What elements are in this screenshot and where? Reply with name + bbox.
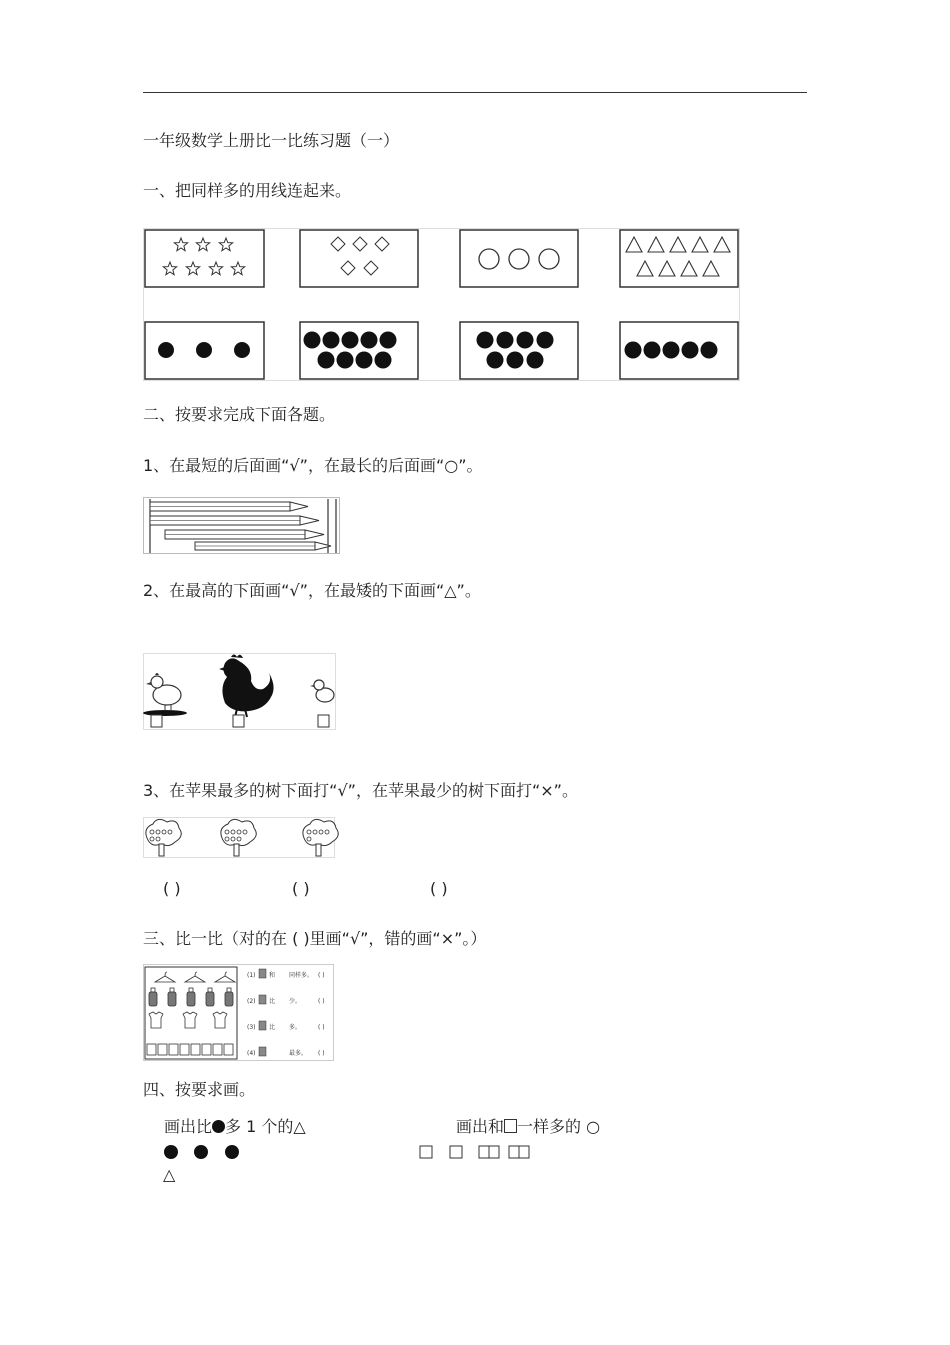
apple bbox=[162, 830, 166, 834]
compare-row-tail: 多。 bbox=[289, 1024, 302, 1031]
dot-set3-7 bbox=[527, 352, 544, 369]
section1-heading: 一、把同样多的用线连起来。 bbox=[143, 181, 352, 200]
chick-image bbox=[310, 680, 334, 702]
apple bbox=[225, 837, 229, 841]
compare-row-num: (1) bbox=[247, 972, 256, 979]
q3-paren-2[interactable]: ( ) bbox=[292, 879, 310, 898]
dot-set3-4 bbox=[537, 332, 554, 349]
squares-row bbox=[418, 1143, 533, 1161]
cup-2 bbox=[158, 1044, 167, 1055]
black-dot-icon bbox=[212, 1120, 225, 1133]
dot-set2-4 bbox=[361, 332, 378, 349]
q3-paren-3[interactable]: ( ) bbox=[430, 879, 448, 898]
compare-row-num: (4) bbox=[247, 1050, 256, 1057]
apple bbox=[168, 830, 172, 834]
compare-row-text: 比 bbox=[269, 998, 276, 1005]
answer-triangle: △ bbox=[163, 1165, 176, 1184]
compare-row-tail: 最多。 bbox=[289, 1050, 308, 1057]
dot-set3-2 bbox=[497, 332, 514, 349]
dot-set2-7 bbox=[337, 352, 354, 369]
dot-set1-2 bbox=[196, 342, 212, 358]
compare-row-num: (3) bbox=[247, 1024, 256, 1031]
square-icon bbox=[504, 1119, 517, 1133]
hen-image bbox=[143, 673, 187, 716]
dot-set2-3 bbox=[342, 332, 359, 349]
draw-left-pre: 画出比 bbox=[164, 1117, 213, 1136]
compare-row-paren: ( ) bbox=[318, 1024, 325, 1031]
cup-8 bbox=[224, 1044, 233, 1055]
page-title: 一年级数学上册比一比练习题（一） bbox=[143, 131, 400, 150]
dot-set3-6 bbox=[507, 352, 524, 369]
dots-row bbox=[163, 1143, 243, 1161]
q3-paren-1[interactable]: ( ) bbox=[163, 879, 181, 898]
apple bbox=[156, 837, 160, 841]
rooster-image bbox=[219, 655, 274, 718]
matching-figure bbox=[143, 228, 741, 382]
dot-set1-1 bbox=[158, 342, 174, 358]
cup-4 bbox=[180, 1044, 189, 1055]
dot-set2-6 bbox=[318, 352, 335, 369]
dot-set3-5 bbox=[487, 352, 504, 369]
apple bbox=[237, 837, 241, 841]
dot-set4-1 bbox=[625, 342, 642, 359]
compare-row-text: 比 bbox=[269, 1024, 276, 1031]
pencils-figure bbox=[143, 497, 341, 555]
circle-2 bbox=[509, 249, 529, 269]
draw-right-pre: 画出和 bbox=[456, 1117, 505, 1136]
draw-left-instruction bbox=[164, 1117, 306, 1137]
matching-svg bbox=[143, 228, 741, 382]
apple bbox=[243, 830, 247, 834]
dot-set3-1 bbox=[477, 332, 494, 349]
draw-right-instruction bbox=[456, 1117, 600, 1137]
apple bbox=[225, 830, 229, 834]
answer-box-rooster[interactable] bbox=[233, 715, 244, 727]
pencil-4 bbox=[195, 542, 331, 550]
compare-row-paren: ( ) bbox=[318, 972, 325, 979]
apple bbox=[237, 830, 241, 834]
dot-set1-3 bbox=[234, 342, 250, 358]
apple bbox=[313, 830, 317, 834]
dot-set4-2 bbox=[644, 342, 661, 359]
pencil-1 bbox=[150, 502, 308, 511]
shirt-2 bbox=[183, 1012, 197, 1028]
shirt-3 bbox=[213, 1012, 227, 1028]
pencil-2 bbox=[150, 516, 319, 525]
answer-box-chick[interactable] bbox=[318, 715, 329, 727]
compare-figure bbox=[143, 964, 335, 1062]
draw-right-post: 一样多的 ○ bbox=[517, 1117, 601, 1136]
dot-3 bbox=[225, 1145, 239, 1159]
apple bbox=[150, 837, 154, 841]
box-stars bbox=[145, 230, 264, 287]
cup-7 bbox=[213, 1044, 222, 1055]
apple bbox=[231, 830, 235, 834]
square-4 bbox=[489, 1146, 499, 1158]
square-6 bbox=[519, 1146, 529, 1158]
pencil-3 bbox=[165, 530, 324, 539]
section4-heading: 四、按要求画。 bbox=[143, 1080, 256, 1099]
shirt-1 bbox=[149, 1012, 163, 1028]
cup-3 bbox=[169, 1044, 178, 1055]
box-dots-7 bbox=[460, 322, 578, 379]
apple bbox=[231, 837, 235, 841]
dot-set2-5 bbox=[380, 332, 397, 349]
q2-text: 2、在最高的下面画“√”，在最矮的下面画“△”。 bbox=[143, 581, 481, 600]
apple-tree-3 bbox=[303, 819, 338, 856]
apple bbox=[319, 830, 323, 834]
cup-5 bbox=[191, 1044, 200, 1055]
draw-left-post: 多 1 个的△ bbox=[225, 1117, 306, 1136]
dot-set2-8 bbox=[356, 352, 373, 369]
dot-set2-9 bbox=[375, 352, 392, 369]
dot-set3-3 bbox=[517, 332, 534, 349]
circle-1 bbox=[479, 249, 499, 269]
compare-row-text: 和 bbox=[269, 972, 276, 979]
square-5 bbox=[509, 1146, 519, 1158]
q1-text: 1、在最短的后面画“√”，在最长的后面画“○”。 bbox=[143, 456, 483, 475]
compare-row-tail: 少。 bbox=[289, 998, 302, 1005]
circle-3 bbox=[539, 249, 559, 269]
square-1 bbox=[420, 1146, 432, 1158]
apple bbox=[325, 830, 329, 834]
square-3 bbox=[479, 1146, 489, 1158]
compare-row-num: (2) bbox=[247, 998, 256, 1005]
dot-set4-4 bbox=[682, 342, 699, 359]
apple-tree-2 bbox=[221, 819, 256, 856]
answer-box-hen[interactable] bbox=[151, 715, 162, 727]
dot-2 bbox=[194, 1145, 208, 1159]
dot-set2-2 bbox=[323, 332, 340, 349]
compare-row-paren: ( ) bbox=[318, 1050, 325, 1057]
apple bbox=[307, 837, 311, 841]
apple bbox=[150, 830, 154, 834]
section2-heading: 二、按要求完成下面各题。 bbox=[143, 405, 336, 424]
apple bbox=[307, 830, 311, 834]
apple-tree-1 bbox=[146, 819, 181, 856]
top-rule bbox=[143, 92, 807, 93]
dot-set2-1 bbox=[304, 332, 321, 349]
apple-trees-figure bbox=[143, 817, 336, 859]
q3-text: 3、在苹果最多的树下面打“√”，在苹果最少的树下面打“×”。 bbox=[143, 781, 578, 800]
section3-heading: 三、比一比（对的在 ( )里画“√”，错的画“×”。） bbox=[143, 929, 487, 948]
dot-set4-5 bbox=[701, 342, 718, 359]
square-2 bbox=[450, 1146, 462, 1158]
dot-set4-3 bbox=[663, 342, 680, 359]
dot-1 bbox=[164, 1145, 178, 1159]
cup-6 bbox=[202, 1044, 211, 1055]
box-dots-9 bbox=[300, 322, 418, 379]
compare-row-tail: 同样多。 bbox=[289, 972, 314, 979]
cup-1 bbox=[147, 1044, 156, 1055]
birds-figure bbox=[143, 653, 337, 731]
compare-row-paren: ( ) bbox=[318, 998, 325, 1005]
apple bbox=[156, 830, 160, 834]
